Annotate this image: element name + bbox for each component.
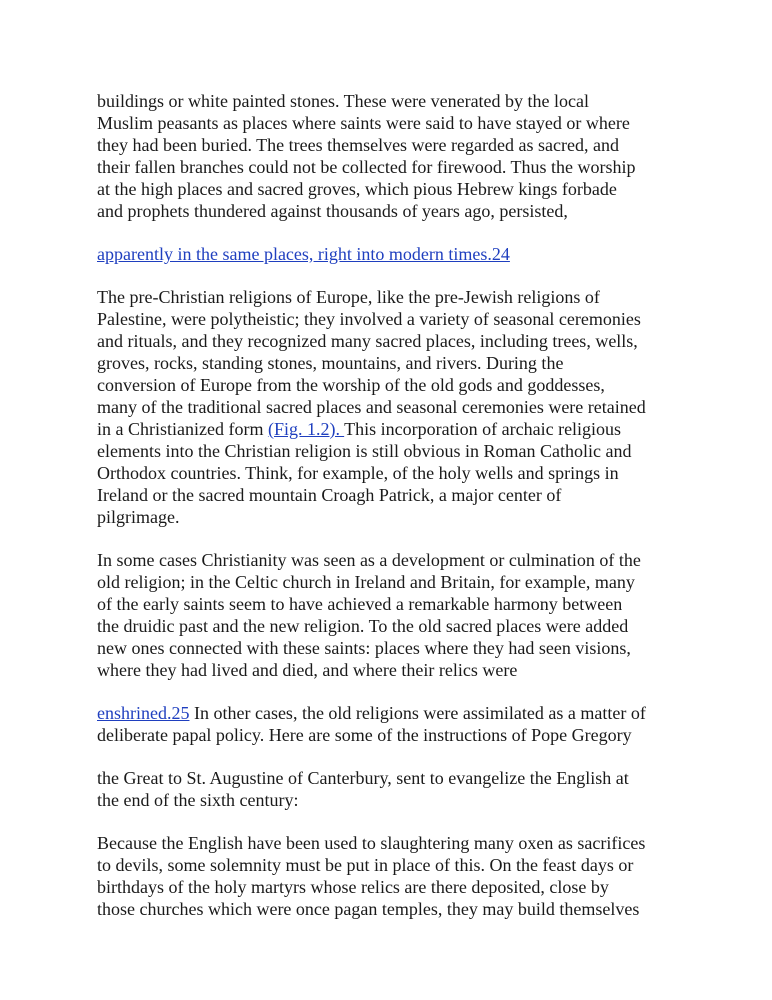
text-line: deliberate papal policy. Here are some of the instructions of Pope Gregory xyxy=(97,725,632,745)
paragraph-2 xyxy=(97,243,697,265)
text-line: and rituals, and they recognized many sacred places, including trees, wells, xyxy=(97,331,638,351)
text-line: Ireland or the sacred mountain Croagh Patrick, a major center of xyxy=(97,485,562,505)
text-line: old religion; in the Celtic church in Ireland and Britain, for example, many xyxy=(97,572,635,592)
text-line: at the high places and sacred groves, which pious Hebrew kings forbade xyxy=(97,179,617,199)
text-line: to devils, some solemnity must be put in place of this. On the feast days or xyxy=(97,855,634,875)
text-line xyxy=(97,418,697,440)
text-line: the end of the sixth century: xyxy=(97,790,299,810)
footnote-25-link[interactable]: enshrined.25 xyxy=(97,703,190,723)
text-line: they had been buried. The trees themselves were regarded as sacred, and xyxy=(97,135,619,155)
text-line: pilgrimage. xyxy=(97,507,180,527)
text-segment: in a Christianized form xyxy=(97,419,268,439)
document-page xyxy=(97,90,697,941)
text-line: Because the English have been used to slaughtering many oxen as sacrifices xyxy=(97,833,646,853)
figure-1-2-link[interactable]: (Fig. 1.2). xyxy=(267,419,345,439)
text-line: where they had lived and died, and where their relics were xyxy=(97,660,518,680)
text-line: The pre-Christian religions of Europe, like the pre-Jewish religions of xyxy=(97,287,600,307)
paragraph-7 xyxy=(97,832,697,920)
paragraph-1 xyxy=(97,90,697,222)
paragraph-5 xyxy=(97,702,697,746)
footnote-24-link[interactable]: apparently in the same places, right into modern times.24 xyxy=(97,244,510,264)
text-line: those churches which were once pagan temples, they may build themselves xyxy=(97,899,640,919)
text-segment: This incorporation of archaic religious xyxy=(344,419,622,439)
paragraph-3 xyxy=(97,286,697,528)
text-line: buildings or white painted stones. These were venerated by the local xyxy=(97,91,590,111)
text-line: of the early saints seem to have achieved a remarkable harmony between xyxy=(97,594,623,614)
text-line xyxy=(97,702,697,724)
text-line xyxy=(97,243,697,265)
text-line: Muslim peasants as places where saints were said to have stayed or where xyxy=(97,113,630,133)
text-line: their fallen branches could not be collected for firewood. Thus the worship xyxy=(97,157,636,177)
text-line: and prophets thundered against thousands of years ago, persisted, xyxy=(97,201,568,221)
paragraph-6 xyxy=(97,767,697,811)
text-line: the druidic past and the new religion. To the old sacred places were added xyxy=(97,616,629,636)
text-segment: In other cases, the old religions were assimilated as a matter of xyxy=(189,703,646,723)
paragraph-4 xyxy=(97,549,697,681)
text-line: elements into the Christian religion is still obvious in Roman Catholic and xyxy=(97,441,632,461)
text-line: Palestine, were polytheistic; they involved a variety of seasonal ceremonies xyxy=(97,309,641,329)
text-line: many of the traditional sacred places and seasonal ceremonies were retained xyxy=(97,397,646,417)
text-line: birthdays of the holy martyrs whose relics are there deposited, close by xyxy=(97,877,609,897)
text-line: new ones connected with these saints: places where they had seen visions, xyxy=(97,638,631,658)
text-line: Orthodox countries. Think, for example, of the holy wells and springs in xyxy=(97,463,619,483)
text-line: conversion of Europe from the worship of the old gods and goddesses, xyxy=(97,375,605,395)
text-line: the Great to St. Augustine of Canterbury, sent to evangelize the English at xyxy=(97,768,629,788)
text-line: groves, rocks, standing stones, mountains, and rivers. During the xyxy=(97,353,564,373)
text-line: In some cases Christianity was seen as a development or culmination of the xyxy=(97,550,641,570)
